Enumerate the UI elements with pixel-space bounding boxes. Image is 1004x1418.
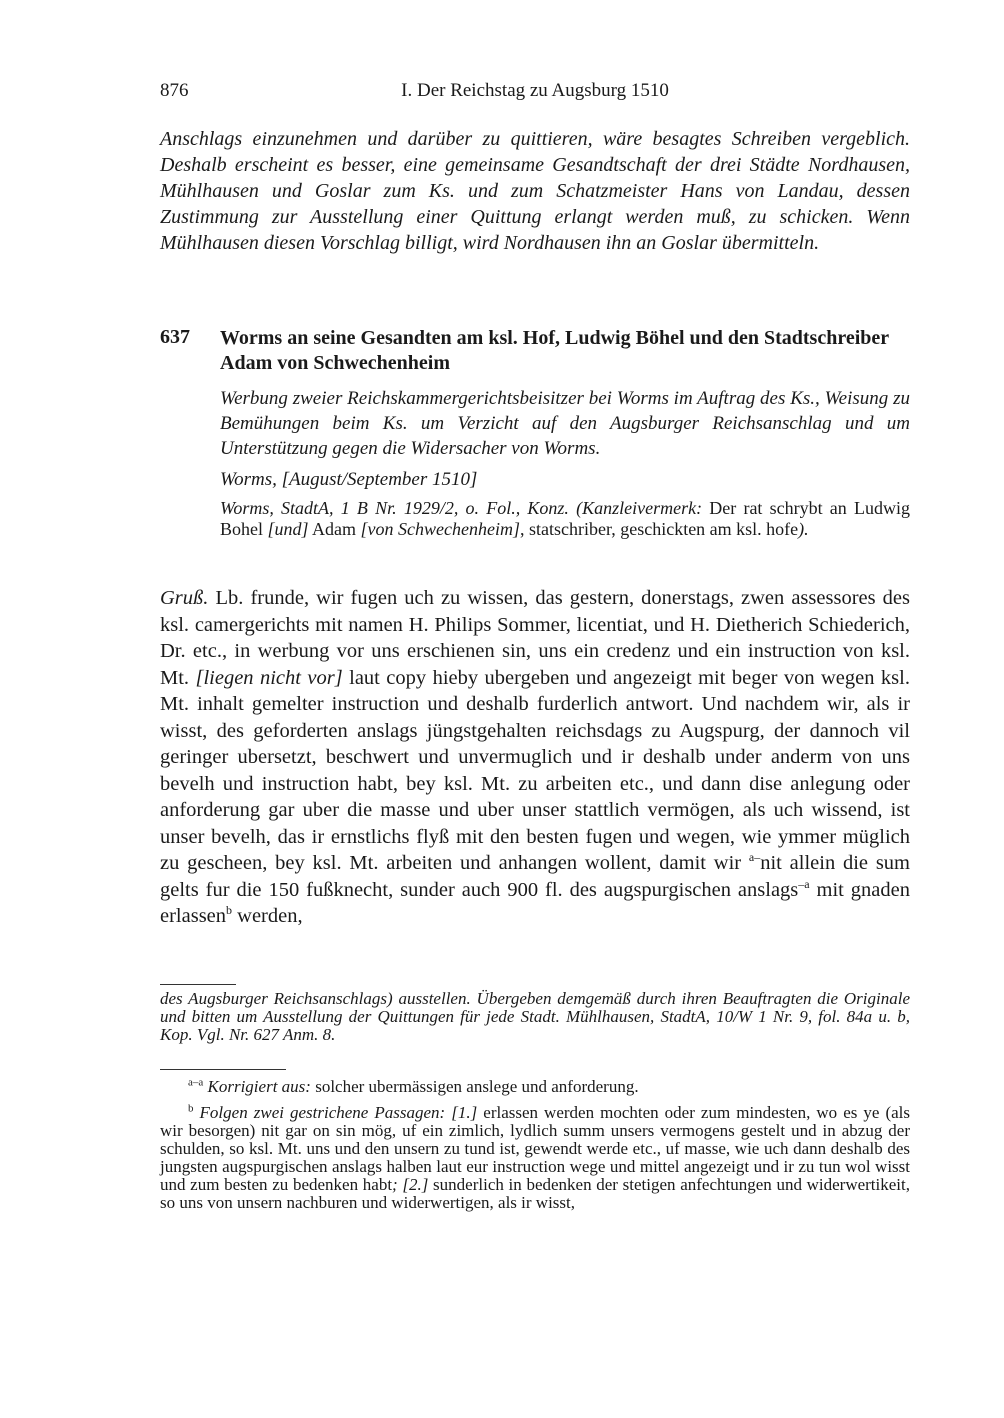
footnote-mark-a-close: –a: [798, 876, 810, 891]
footnote-a-marker: a–a: [188, 1076, 204, 1089]
source-italic-2: [von Schwechenheim]: [360, 519, 520, 539]
footnote-b-label: Folgen zwei gestrichene Passagen: [1.]: [199, 1103, 478, 1122]
page-number: 876: [160, 80, 189, 101]
footnote-a: [160, 1078, 910, 1096]
entry-heading: Worms an seine Gesandten am ksl. Hof, Ludwig Böhel und den Stadtschreiber Adam von Schwechenheim: [220, 327, 889, 374]
footnote-b-separator: ; [2.]: [392, 1175, 429, 1194]
running-header: [160, 80, 910, 110]
footnote-mark-b: b: [226, 903, 233, 918]
greeting: Gruß.: [160, 587, 209, 609]
footnote-b-text-2: sunderlich in bedenken der stetigen anfechtungen und widerwertikeit, so uns von unsern nachburen und widerwertigen, als ir wisst,: [160, 1175, 910, 1212]
source-italic-3: ).: [798, 519, 809, 539]
footnote-a-text: solcher ubermässigen anslege und anforderung.: [310, 1077, 639, 1096]
footnote-mark-a-open: a–: [748, 850, 761, 865]
source-italic-1: [und]: [267, 519, 309, 539]
body-part-2: laut copy hieby ubergeben und angezeigt mit beger von wegen ksl. Mt. inhalt gemelter instruction und deshalb furderlich antwort. Und nachdem wir, als ir wisst, des geforderten anslags jüngstgehalten reichsdags zu Augspurg, der dannoch vil geringer ubersetzt, beschwert und unvermuglich und ir deshalb under anderm von uns bevelh und instruction habt, bey ksl. Mt. zu arbeiten etc., und dann dise anlegung oder anforderung gar uber die masse und uber unser stattlich vermögen, als uch wissend, ist unser bevelh, das ir ernstlichs flyß mit den besten fugen und wegen, wie ymmer müglich zu gescheen, bey ksl. Mt. arbeiten und anhangen wollent, damit wir: [160, 666, 910, 874]
body-part-1: Lb. frunde, wir fugen uch zu wissen, das gestern, donerstags, zwen assessores des ksl. camergerichts mit namen H. Philips Sommer, licentiat, und H. Dietherich Schiederich, Dr. etc., in werbung vor uns erschienen sin, uns ein credenz und ein instruction von ksl. Mt.: [160, 587, 910, 689]
source-text-2: Adam: [308, 519, 361, 539]
entry-number: 637: [160, 326, 190, 348]
entry-date: Worms, [August/September 1510]: [220, 469, 478, 490]
footnote-divider: [160, 1069, 286, 1070]
document-entry: [160, 326, 910, 540]
running-title: I. Der Reichstag zu Augsburg 1510: [401, 80, 669, 101]
letter-body: [160, 585, 910, 930]
footnote-a-label: Korrigiert aus:: [207, 1077, 311, 1096]
source-archive: Worms, StadtA, 1 B Nr. 1929/2, o. Fol., Konz. (Kanzleivermerk:: [220, 498, 703, 518]
entry-regest: Werbung zweier Reichskammergerichtsbeisitzer bei Worms im Auftrag des Ks., Weisung zu Bemühungen beim Ks. um Verzicht auf den Augsburger Reichsanschlag und um Unterstützung gegen die Widersacher von Worms.: [220, 388, 910, 459]
intro-paragraph: Anschlags einzunehmen und darüber zu quittieren, wäre besagtes Schreiben vergeblich. Deshalb erscheint es besser, eine gemeinsame Gesandtschaft der drei Städte Nordhausen, Mühlhausen und Goslar zum Ks. und zum Schatzmeister Hans von Landau, dessen Zustimmung zur Ausstellung einer Quittung erlangt werden muß, zu schicken. Wenn Mühlhausen diesen Vorschlag billigt, wird Nordhausen ihn an Goslar übermitteln.: [160, 128, 910, 254]
body-part-5: werden,: [232, 905, 303, 927]
footnote-b-marker: b: [188, 1102, 194, 1115]
source-text-1: Der rat schrybt an Ludwig Bohel: [220, 498, 910, 539]
source-text-3: , statschriber, geschickten am ksl. hofe: [519, 519, 799, 539]
body-part-3: nit allein die sum gelts fur die 150 fußknecht, sunder auch 900 fl. des augspurgischen anslags: [160, 852, 910, 901]
note-divider: [160, 984, 236, 985]
continued-note: des Augsburger Reichsanschlags) ausstellen. Übergeben demgemäß durch ihren Beauftragten die Originale und bitten um Ausstellung der Quittungen für jede Stadt. Mühlhausen, StadtA, 10/W 1 Nr. 9, fol. 84a u. b, Kop. Vgl. Nr. 627 Anm. 8.: [160, 989, 910, 1044]
entry-source: [220, 498, 910, 540]
footnote-b-text-1: erlassen werden mochten oder zum mindesten, wo es ye (als wir besorgen) nit gar on sin mög, uf ein zimlich, lydlich summ unsers vermogens gestelt und in abzug der schulden, so ksl. Mt. uns und den unsern zu tund ist, gewendt werde etc., uf masse, wie uch dann deshalb des jungsten augspurgischen anslags halben laut eur instruction wege und mittel angezeigt und ir zu tun wol wisst und zum besten zu bedenken habt: [160, 1103, 911, 1194]
editorial-note: [liegen nicht vor]: [195, 666, 343, 689]
body-part-4: mit gnaden erlassen: [160, 878, 910, 927]
footnote-b: [160, 1104, 910, 1212]
